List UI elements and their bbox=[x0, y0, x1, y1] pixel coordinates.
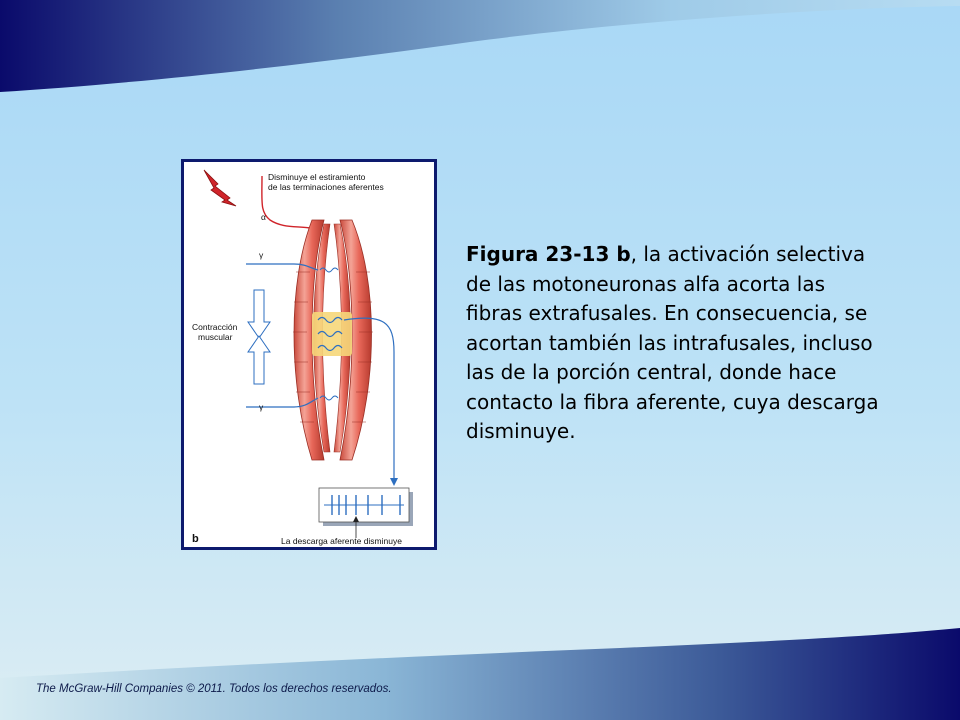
figure-panel bbox=[181, 159, 437, 550]
stimulus-bolt-icon bbox=[204, 170, 236, 206]
gamma-label-top: γ bbox=[259, 250, 264, 260]
contraction-label-line1: Contracción bbox=[192, 322, 238, 332]
alpha-label: α bbox=[261, 212, 266, 222]
caption-bold-title: Figura 23-13 b bbox=[466, 242, 631, 266]
bottom-annotation: La descarga aferente disminuye bbox=[281, 536, 402, 546]
copyright-footer: The McGraw-Hill Companies © 2011. Todos los derechos reservados. bbox=[36, 683, 392, 695]
caption-body: , la activación selectiva de las motoneuronas alfa acorta las fibras extrafusales. En consecuencia, se acortan también las intrafusales, incluso las de la porción central, donde hace contacto la fibra aferente, cuya descarga disminuye. bbox=[466, 242, 879, 443]
panel-letter-b: b bbox=[192, 533, 199, 545]
contraction-label-line2: muscular bbox=[198, 332, 233, 342]
top-decorative-band bbox=[0, 0, 960, 110]
afferent-arrowhead bbox=[390, 478, 398, 486]
contraction-arrow-up bbox=[248, 336, 270, 384]
contraction-arrow-down bbox=[248, 290, 270, 338]
top-annotation-line2: de las terminaciones aferentes bbox=[268, 182, 384, 192]
bottom-decorative-band bbox=[0, 612, 960, 720]
muscle-spindle-diagram bbox=[184, 162, 434, 547]
gamma-label-bottom: γ bbox=[259, 402, 264, 412]
top-annotation-line1: Disminuye el estiramiento bbox=[268, 172, 366, 182]
figure-caption bbox=[466, 240, 886, 447]
